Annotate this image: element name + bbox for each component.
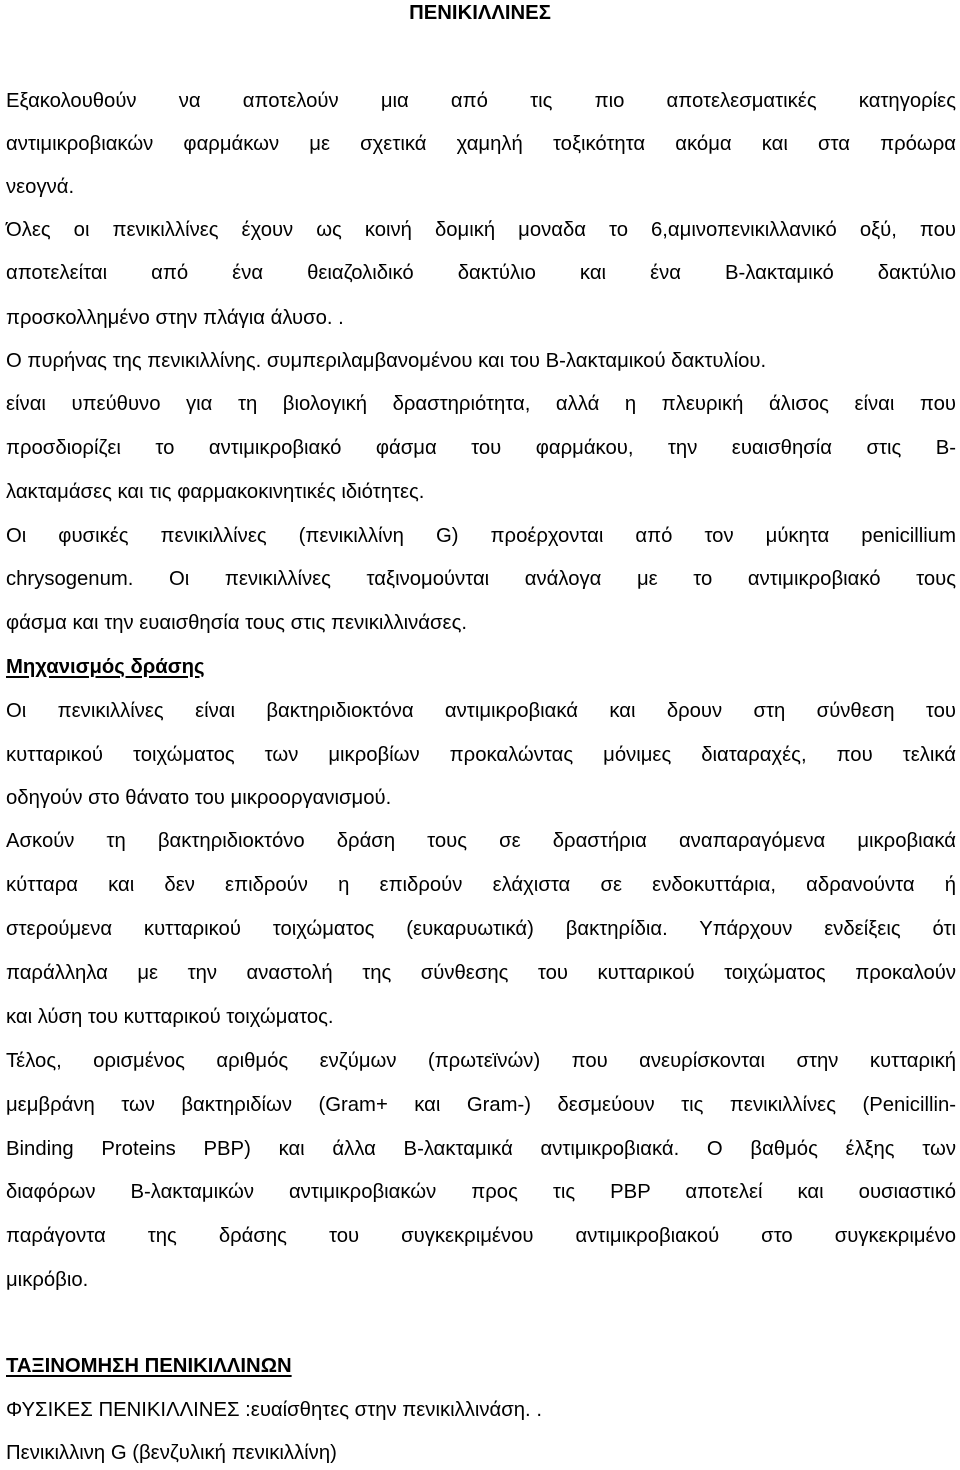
paragraph-line: Binding Proteins PBP) και άλλα Β-λακταμικά αντιμικροβιακά. Ο βαθμός έλξης των bbox=[6, 1138, 956, 1160]
paragraph-line: είναι υπεύθυνο για τη βιολογική δραστηριότητα, αλλά η πλευρική άλισος είναι που bbox=[6, 393, 956, 415]
paragraph-line: ΦΥΣΙΚΕΣ ΠΕΝΙΚΙΛΛΙΝΕΣ :ευαίσθητες στην πενικιλλινάση. . bbox=[6, 1399, 542, 1421]
paragraph-line: προσκολλημένο στην πλάγια άλυσο. . bbox=[6, 307, 344, 329]
paragraph-line: Πενικιλλινη G (βενζυλική πενικιλλίνη) bbox=[6, 1442, 337, 1464]
paragraph-line: λακταμάσες και τις φαρμακοκινητικές ιδιότητες. bbox=[6, 481, 425, 503]
paragraph-line: παράγοντα της δράσης του συγκεκριμένου αντιμικροβιακού στο συγκεκριμένο bbox=[6, 1225, 956, 1247]
paragraph-line: αποτελείται από ένα θειαζολιδικό δακτύλιο και ένα Β-λακταμικό δακτύλιο bbox=[6, 262, 956, 284]
paragraph-line: Οι πενικιλλίνες είναι βακτηριδιοκτόνα αντιμικροβιακά και δρουν στη σύνθεση του bbox=[6, 700, 956, 722]
paragraph-line: Όλες οι πενικιλλίνες έχουν ως κοινή δομική μοναδα το 6,αμινοπενικιλλανικό οξύ, που bbox=[6, 219, 956, 241]
paragraph-line: προσδιορίζει το αντιμικροβιακό φάσμα του φαρμάκου, την ευαισθησία στις Β- bbox=[6, 437, 956, 459]
paragraph-line: φάσμα και την ευαισθησία τους στις πενικιλλινάσες. bbox=[6, 612, 467, 634]
paragraph-line: νεογνά. bbox=[6, 176, 75, 198]
paragraph-line: αντιμικροβιακών φαρμάκων με σχετικά χαμηλή τοξικότητα ακόμα και στα πρόωρα bbox=[6, 133, 956, 155]
paragraph-line: Τέλος, ορισμένος αριθμός ενζύμων (πρωτεϊνών) που ανευρίσκονται στην κυτταρική bbox=[6, 1050, 956, 1072]
paragraph-line: Ο πυρήνας της πενικιλλίνης. συμπεριλαμβανομένου και του Β-λακταμικού δακτυλίου. bbox=[6, 350, 767, 372]
paragraph-line: και λύση του κυτταρικού τοιχώματος. bbox=[6, 1006, 334, 1028]
paragraph-line: chrysogenum. Οι πενικιλλίνες ταξινομούνται ανάλογα με το αντιμικροβιακό τους bbox=[6, 568, 956, 590]
paragraph-line: Οι φυσικές πενικιλλίνες (πενικιλλίνη G) προέρχονται από τον μύκητα penicillium bbox=[6, 525, 956, 547]
page-title: ΠΕΝΙΚΙΛΛΙΝΕΣ bbox=[409, 2, 551, 24]
mechanism-heading: Μηχανισμός δράσης bbox=[6, 656, 205, 678]
paragraph-line: στερούμενα κυτταρικού τοιχώματος (ευκαρυωτικά) βακτηρίδια. Υπάρχουν ενδείξεις ότι bbox=[6, 918, 956, 940]
paragraph-line: μεμβράνη των βακτηριδίων (Gram+ και Gram-) δεσμεύουν τις πενικιλλίνες (Penicillin- bbox=[6, 1094, 956, 1116]
paragraph-line: κυτταρικού τοιχώματος των μικροβίων προκαλώντας μόνιμες διαταραχές, που τελικά bbox=[6, 744, 956, 766]
paragraph-line: διαφόρων Β-λακταμικών αντιμικροβιακών προς τις PBP αποτελεί και ουσιαστικό bbox=[6, 1181, 956, 1203]
paragraph-line: παράλληλα με την αναστολή της σύνθεσης του κυτταρικού τοιχώματος προκαλούν bbox=[6, 962, 956, 984]
paragraph-line: Ασκούν τη βακτηριδιοκτόνο δράση τους σε δραστήρια αναπαραγόμενα μικροβιακά bbox=[6, 830, 956, 852]
paragraph-line: οδηγούν στο θάνατο του μικροοργανισμού. bbox=[6, 787, 392, 809]
classification-heading: ΤΑΞΙΝΟΜΗΣΗ ΠΕΝΙΚΙΛΛΙΝΩΝ bbox=[6, 1355, 292, 1377]
paragraph-line: Εξακολουθούν να αποτελούν μια από τις πιο αποτελεσματικές κατηγορίες bbox=[6, 90, 956, 112]
paragraph-line: κύτταρα και δεν επιδρούν η επιδρούν ελάχιστα σε ενδοκυττάρια, αδρανούντα ή bbox=[6, 874, 956, 896]
paragraph-line: μικρόβιο. bbox=[6, 1269, 89, 1291]
